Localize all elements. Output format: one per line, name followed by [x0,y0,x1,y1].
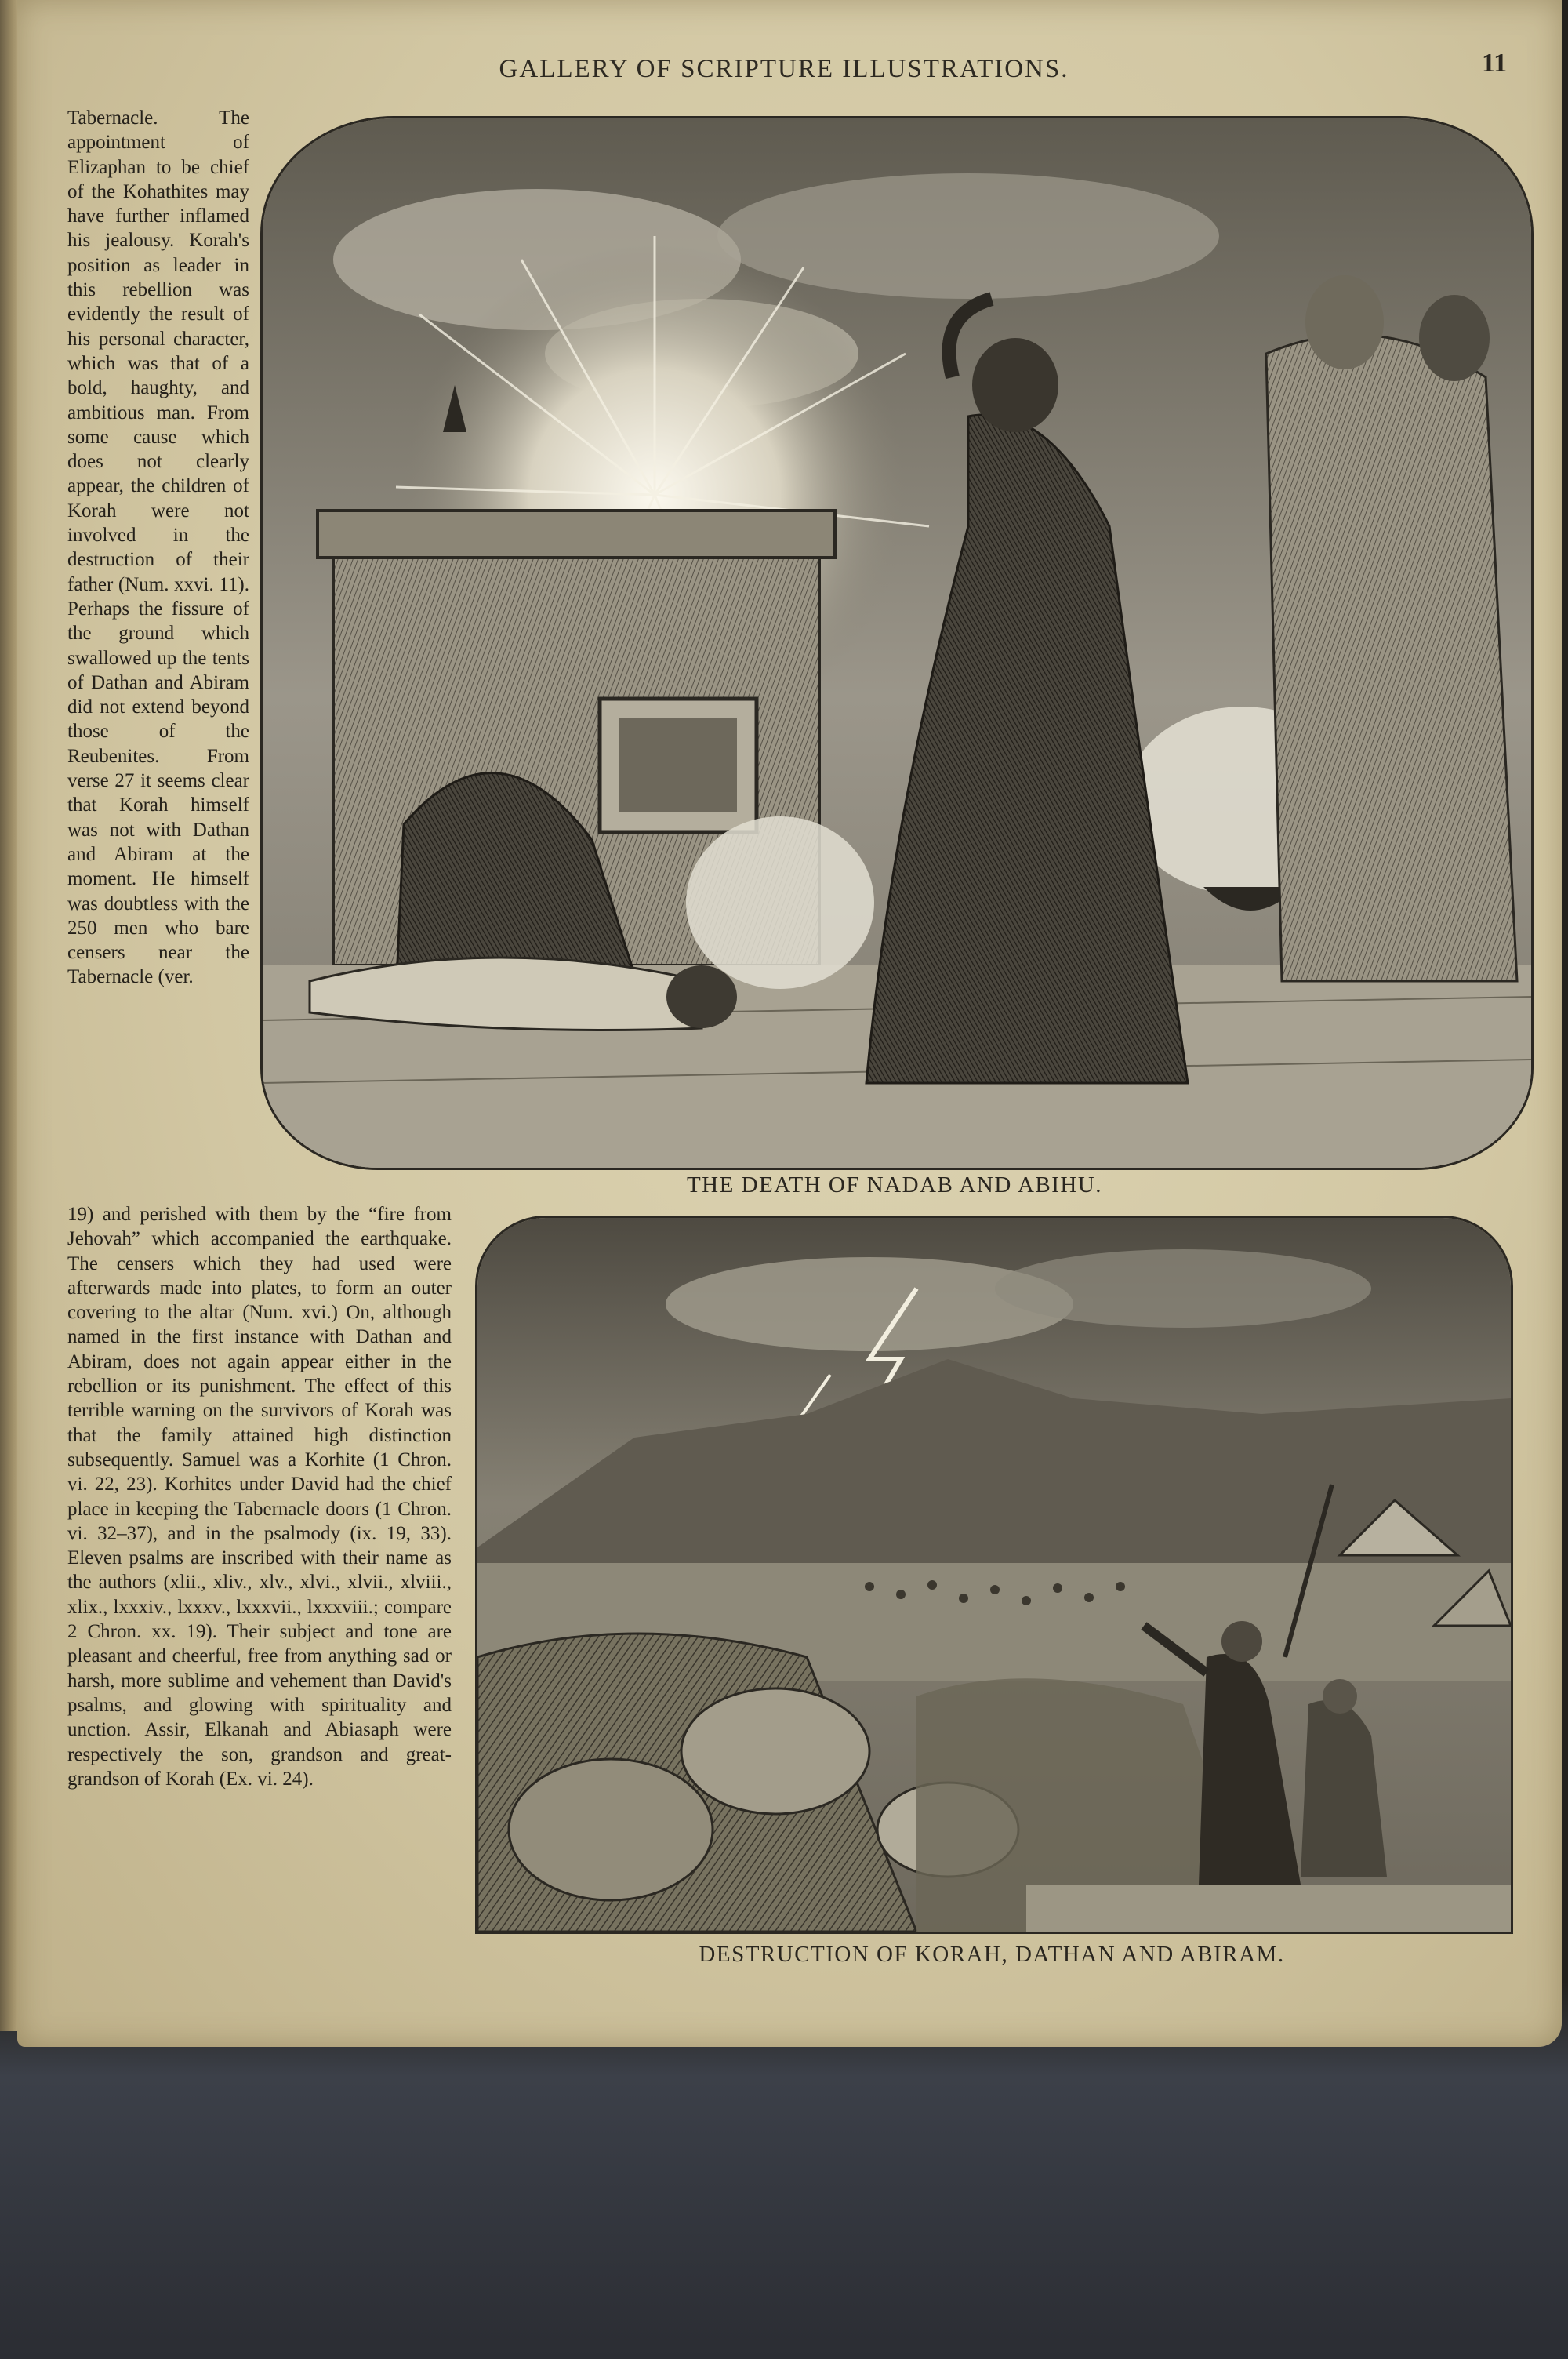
page-number: 11 [1482,49,1508,78]
engraving-destruction-of-korah [475,1216,1513,1934]
caption-destruction-of-korah: DESTRUCTION OF KORAH, DATHAN AND ABIRAM. [699,1942,1285,1967]
running-head: GALLERY OF SCRIPTURE ILLUSTRATIONS. [499,55,1069,83]
caption-death-of-nadab-and-abihu: THE DEATH OF NADAB AND ABIHU. [686,1172,1103,1198]
body-text-narrow-column: Tabernacle. The appointment of Elizaphan to be chief of the Kohathites may have further inflamed his jealousy. Korah's position as leader in this rebellion was evidently the result of his personal character, which was that of a bold, haughty, and ambitious man. From some cause which does not clearly appear, the children of Korah were not involved in the destruction of their father (Num. xxvi. 11). Perhaps the fissure of the ground which swallowed up the tents of Dathan and Abiram did not extend beyond those of the Reubenites. From verse 27 it seems clear that Korah himself was not with Dathan and Abiram at the moment. He himself was doubtless with the 250 men who bare censers near the Tabernacle (ver. [67,107,249,988]
engraving-death-of-nadab-and-abihu [260,116,1534,1170]
engraving-artwork [477,1218,1511,1932]
body-text-wide-column: 19) and perished with them by the “fire from Jehovah” which accompanied the earthquake. The censers which they had used were afterwards made into plates, to form an outer covering to the altar (Num. xvi.) On, although named in the first instance with Dathan and Abiram, does not again appear either in the rebellion or its punishment. The effect of this terrible warning on the survivors of Korah was that the family attained high distinction subsequently. Samuel was a Korhite (1 Chron. vi. 22, 23). Korhites under David had the chief place in keeping the Tabernacle doors (1 Chron. vi. 32–37), and in the psalmody (ix. 19, 33). Eleven psalms are inscribed with their name as the authors (xlii., xliv., xlv., xlvi., xlvii., xlviii., xlix., lxxxiv., lxxxv., lxxxvii., lxxxviii.; compare 2 Chron. xx. 19). Their subject and tone are pleasant and cheerful, free from anything sad or harsh, more sublime and vehement than David's psalms, and glowing with spirituality and unction. Assir, Elkanah and Abiasaph were respectively the son, grandson and great-grandson of Korah (Ex. vi. 24). [67,1204,452,1790]
engraving-artwork [263,118,1531,1168]
